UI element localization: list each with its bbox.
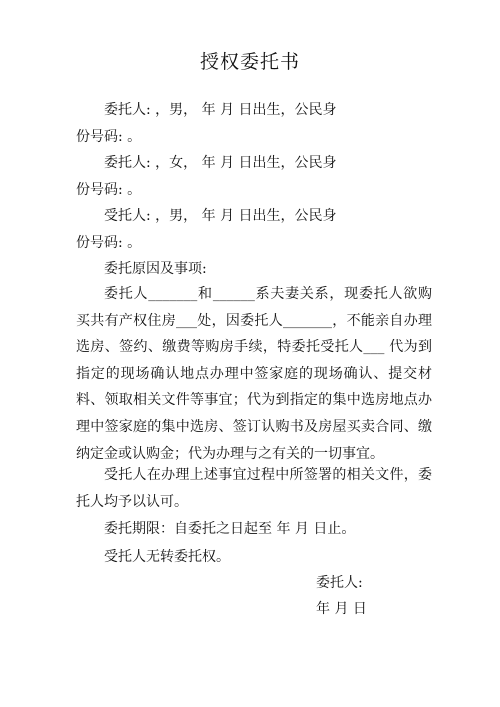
agent-line-2: 份号码: 。 — [76, 235, 142, 251]
principal-1-line-1: 委托人: ，男， 年 月 日出生，公民身 — [104, 102, 337, 118]
principal-2-line-2: 份号码: 。 — [76, 182, 142, 198]
signature-date: 年 月 日 — [316, 601, 367, 617]
acknowledge-paragraph: 受托人在办理上述事宜过程中所签署的相关文件，委托人均予以认可。 — [76, 467, 432, 510]
principal-2-line-1: 委托人: ，女， 年 月 日出生，公民身 — [104, 155, 337, 171]
document-title: 授权委托书 — [199, 51, 300, 73]
principal-1-line-2: 份号码: 。 — [76, 129, 142, 145]
no-transfer-statement: 受托人无转委托权。 — [104, 549, 230, 565]
entrust-period: 委托期限：自委托之日起至 年 月 日止。 — [104, 521, 356, 537]
reason-body: 委托人_______和______系夫妻关系，现委托人欲购买共有产权住房___处，因委托人_______，不能亲自办理选房、签约、缴费等购房手续，特委托受托人___ 代为到指定的现场确认地点办理中签家庭的现场确认、提交材料、领取相关文件等事宜；代为到指定的集中选房地点办理中签家庭的集中选房、签订认购书及房屋买卖合同、缴纳定金或认购金；代为办理与之有关的一切事宜。 — [76, 286, 432, 462]
signature-label: 委托人: — [316, 575, 363, 591]
reason-heading: 委托原因及事项: — [104, 261, 207, 277]
agent-line-1: 受托人: ，男， 年 月 日出生，公民身 — [104, 208, 337, 224]
